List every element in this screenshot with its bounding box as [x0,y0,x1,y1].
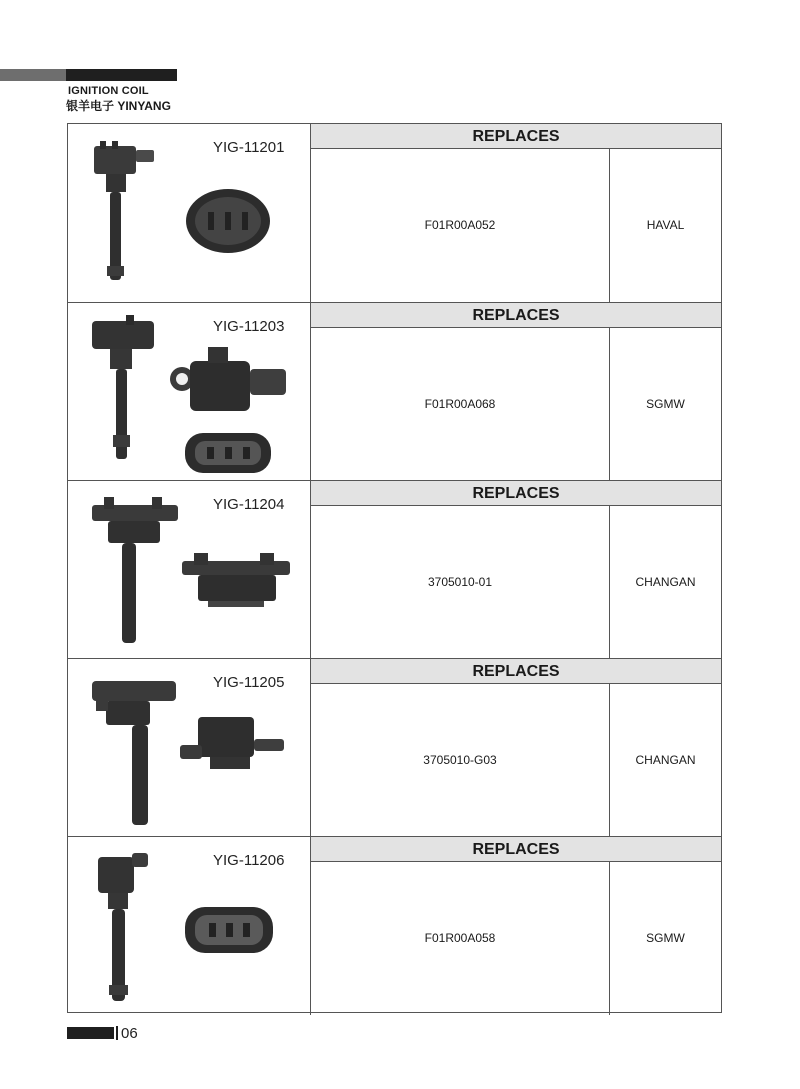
ignition-coil-image [92,849,162,1009]
coil-side-image [168,343,293,423]
product-row [68,481,721,659]
ignition-coil-image [88,313,168,468]
section-title: IGNITION COIL [68,85,149,97]
ignition-coil-image [88,493,183,648]
vehicle-make: CHANGAN [635,575,696,589]
product-row [68,124,721,302]
vehicle-make: CHANGAN [635,753,696,767]
brand-name: 银羊电子 YINYANG [66,99,171,113]
product-table [67,123,722,1013]
product-image-cell [68,303,311,481]
oem-number: F01R00A052 [311,149,610,302]
part-number: YIG-11205 [213,674,285,691]
part-number: YIG-11204 [213,496,285,513]
ignition-coil-image [86,138,166,288]
replaces-header: REPLACES [311,837,721,862]
footer-black-bar [67,1027,114,1039]
part-number: YIG-11203 [213,318,285,335]
replaces-header: REPLACES [311,303,721,328]
header-black-bar [66,69,177,81]
page-number: 06 [121,1025,138,1042]
vehicle-make: SGMW [646,397,685,411]
footer-divider [116,1026,118,1040]
product-image-cell [68,124,311,302]
product-image-cell [68,659,311,837]
vehicle-make: HAVAL [646,218,685,232]
connector-image [183,429,273,477]
coil-side-image [176,709,291,784]
oem-number: 3705010-G03 [311,684,610,837]
product-row [68,303,721,481]
oem-number: F01R00A058 [311,862,610,1015]
part-number: YIG-11201 [213,139,285,156]
product-row [68,837,721,1015]
vehicle-make: SGMW [646,931,685,945]
header-gray-bar [0,69,66,81]
coil-side-image [180,549,295,611]
product-image-cell [68,481,311,659]
connector-image [183,186,273,256]
ignition-coil-image [88,671,183,831]
oem-number: 3705010-01 [311,506,610,659]
product-row [68,659,721,837]
part-number: YIG-11206 [213,852,285,869]
product-image-cell [68,837,311,1015]
replaces-header: REPLACES [311,124,721,149]
oem-number: F01R00A068 [311,328,610,481]
connector-image [183,903,275,958]
replaces-header: REPLACES [311,659,721,684]
replaces-header: REPLACES [311,481,721,506]
